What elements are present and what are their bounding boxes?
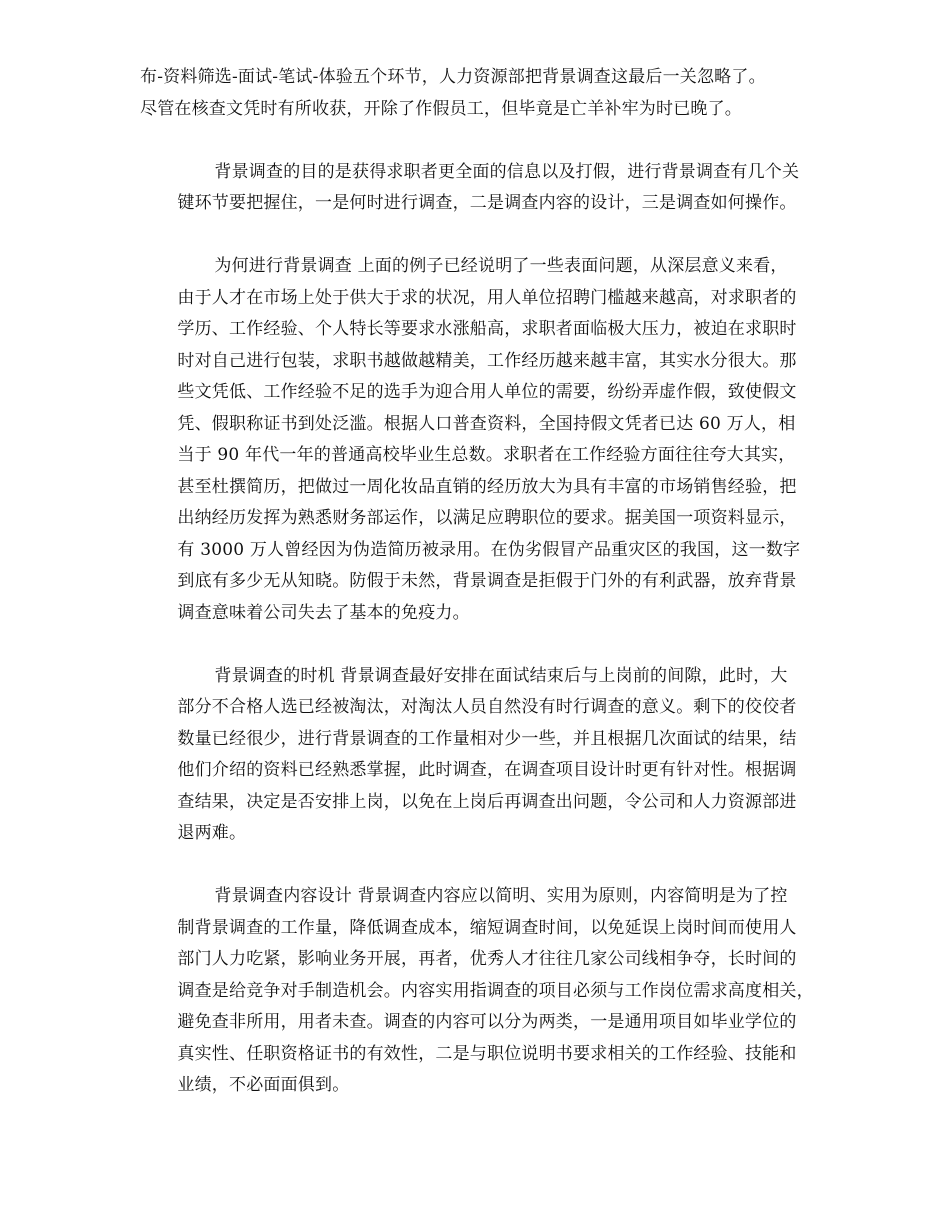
paragraph-line: 当于 90 年代一年的普通高校毕业生总数。求职者在工作经验方面往往夸大其实， [177, 445, 796, 465]
paragraph-line: 调查意味着公司失去了基本的免疫力。 [177, 602, 470, 623]
paragraph-line: 为何进行背景调查 上面的例子已经说明了一些表面问题，从深层意义来看， [214, 256, 788, 276]
paragraph [140, 661, 815, 850]
paragraph-line: 甚至杜撰简历，把做过一周化妆品直销的经历放大为具有丰富的市场销售经验，把 [177, 476, 797, 497]
paragraph-line: 时对自己进行包装，求职书越做越精美，工作经历越来越丰富，其实水分很大。那 [177, 350, 797, 371]
paragraph-line: 业绩，不必面面俱到。 [177, 1075, 350, 1095]
paragraph-line: 由于人才在市场上处于供大于求的状况，用人单位招聘门槛越来越高，对求职者的 [177, 287, 797, 308]
paragraph-line: 退两难。 [177, 823, 247, 843]
paragraph-line: 尽管在核查文凭时有所收获，开除了作假员工，但毕竟是亡羊补牢为时已晚了。 [140, 98, 742, 119]
paragraph [140, 62, 815, 125]
paragraph-line: 学历、工作经验、个人特长等要求水涨船高，求职者面临极大压力，被迫在求职时 [177, 319, 797, 339]
paragraph [140, 157, 815, 220]
paragraph-line: 避免查非所用，用者未查。调查的内容可以分为两类，一是通用项目如毕业学位的 [177, 1012, 797, 1032]
paragraph-line: 数量已经很少，进行背景调查的工作量相对少一些，并且根据几次面试的结果，结 [177, 728, 797, 749]
paragraph-line: 出纳经历发挥为熟悉财务部运作，以满足应聘职位的要求。据美国一项资料显示， [177, 508, 797, 528]
paragraph-line: 些文凭低、工作经验不足的选手为迎合用人单位的需要，纷纷弄虚作假，致使假文 [177, 382, 797, 402]
paragraph-line: 背景调查的目的是获得求职者更全面的信息以及打假，进行背景调查有几个关 [214, 161, 800, 182]
paragraph-line: 制背景调查的工作量，降低调查成本，缩短调查时间，以免延误上岗时间而使用人 [177, 917, 797, 938]
paragraph-line: 有 3000 万人曾经因为伪造简历被录用。在伪劣假冒产品重灾区的我国，这一数字 [177, 539, 801, 560]
paragraph [140, 251, 815, 629]
paragraph-line: 部分不合格人选已经被淘汰，对淘汰人员自然没有时行调查的意义。剩下的佼佼者 [177, 697, 797, 717]
paragraph-line: 部门人力吃紧，影响业务开展，再者，优秀人才往往几家公司线相争夺，长时间的 [177, 949, 797, 969]
paragraph [140, 881, 815, 1102]
paragraph-line: 他们介绍的资料已经熟悉掌握，此时调查，在调查项目设计时更有针对性。根据调 [177, 760, 797, 780]
paragraph-line: 凭、假职称证书到处泛滥。根据人口普查资料，全国持假文凭者已达 60 万人，相 [177, 413, 796, 434]
paragraph-line: 键环节要把握住，一是何时进行调查，二是调查内容的设计，三是调查如何操作。 [177, 193, 797, 213]
paragraph-line: 到底有多少无从知晓。防假于未然，背景调查是拒假于门外的有利武器，放弃背景 [177, 571, 797, 591]
document-body [140, 62, 815, 1102]
paragraph-line: 背景调查内容设计 背景调查内容应以简明、实用为原则，内容简明是为了控 [214, 886, 788, 906]
paragraph-line: 布-资料筛选-面试-笔试-体验五个环节，人力资源部把背景调查这最后一关忽略了。 [140, 67, 766, 87]
paragraph-line: 调查是给竞争对手制造机会。内容实用指调查的项目必须与工作岗位需求高度相关， [177, 980, 814, 1001]
paragraph-line: 背景调查的时机 背景调查最好安排在面试结束后与上岗前的间隙，此时，大 [214, 665, 788, 686]
paragraph-line: 真实性、任职资格证书的有效性，二是与职位说明书要求相关的工作经验、技能和 [177, 1043, 797, 1064]
paragraph-line: 查结果，决定是否安排上岗，以免在上岗后再调查出问题，令公司和人力资源部进 [177, 791, 797, 812]
